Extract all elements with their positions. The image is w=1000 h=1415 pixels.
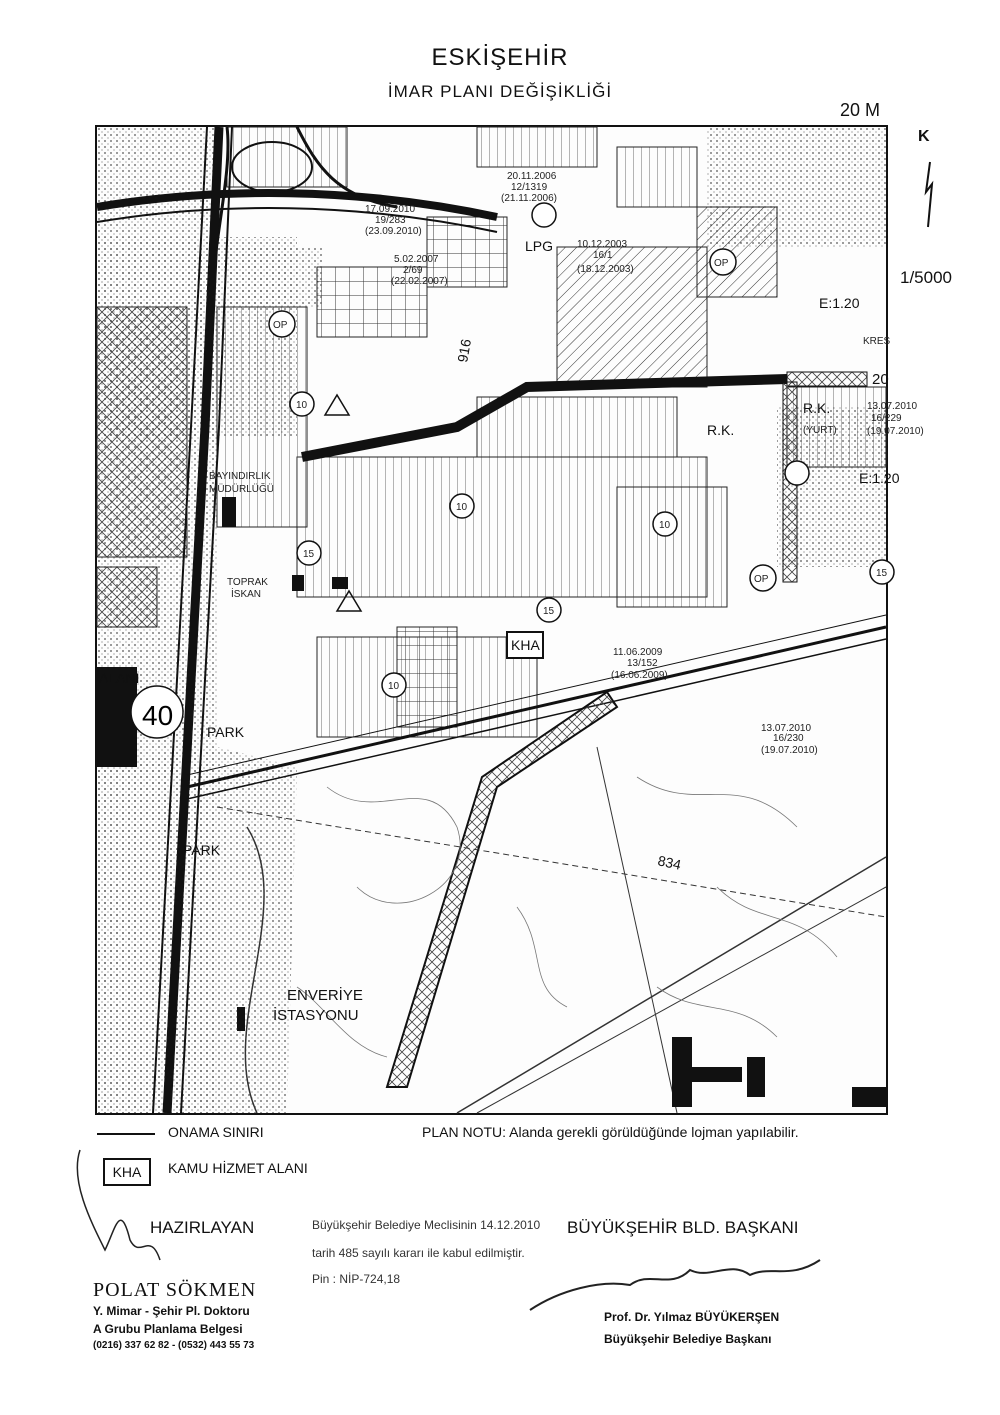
label-10-a: 10 [296, 400, 308, 411]
north-letter: K [918, 128, 930, 145]
label-park-2: PARK [183, 842, 221, 858]
plan-id: Pin : NİP-724,18 [312, 1272, 401, 1286]
label-op-2: OP [714, 258, 729, 269]
council-note: Büyükşehir Belediye Meclisinin 14.12.2010 [312, 1218, 541, 1232]
mayor-role: Büyükşehir Belediye Başkanı [604, 1332, 772, 1346]
label-15-b: 15 [543, 606, 555, 617]
label-10-d: 10 [388, 681, 400, 692]
label-916: 916 [454, 337, 475, 364]
label-op-1: OP [273, 320, 288, 331]
date-7: 5.02.2007 [394, 254, 439, 265]
label-rk-1: R.K. [803, 400, 831, 416]
label-op-3: OP [754, 574, 769, 585]
label-toprak-1: TOPRAK [227, 577, 268, 588]
north-arrow [912, 122, 952, 232]
date-18: (16.06.2009) [611, 670, 668, 681]
onama-line-symbol [97, 1133, 155, 1135]
preparer-name: POLAT SÖKMEN [93, 1279, 257, 1301]
preparer-phone: (0216) 337 62 82 - (0532) 443 55 73 [93, 1340, 255, 1351]
label-kha: KHA [511, 637, 540, 653]
label-bayindirlik-2: MÜDÜRLÜĞÜ [209, 484, 274, 495]
label-15-a: 15 [303, 549, 315, 560]
date-19: 13.07.2010 [761, 723, 812, 734]
label-kres: KREŞ [863, 336, 891, 347]
mayor-name: Prof. Dr. Yılmaz BÜYÜKERŞEN [604, 1310, 780, 1324]
preparer-signature-icon [60, 1140, 180, 1280]
label-834: 834 [656, 852, 683, 873]
label-20: 20 [872, 371, 889, 388]
date-5: 19/283 [375, 215, 406, 226]
date-20: 16/230 [773, 733, 804, 744]
preparer-heading: HAZIRLAYAN [150, 1218, 255, 1237]
label-alani: ALANI [99, 670, 140, 686]
map-subtitle: İMAR PLANI DEĞİŞİKLİĞİ [387, 82, 613, 101]
label-enveriye-2: İSTASYONU [273, 1007, 359, 1024]
label-bayindirlik-1: BAYINDIRLIK [209, 471, 271, 482]
date-13: 13.07.2010 [867, 401, 918, 412]
decision-date: tarih 485 sayılı kararı ile kabul edilmiştir. [312, 1246, 525, 1260]
legend-onama: ONAMA SINIRI [168, 1124, 264, 1140]
road-width-label: 20 M [840, 100, 881, 120]
preparer-role: Y. Mimar - Şehir Pl. Doktoru [93, 1304, 250, 1318]
label-15-c: 15 [876, 568, 888, 579]
legend-kha-box: KHA [103, 1158, 151, 1186]
preparer-certificate: A Grubu Planlama Belgesi [93, 1322, 243, 1336]
date-16: 11.06.2009 [613, 647, 663, 658]
date-10: 10.12.2003 [577, 239, 628, 250]
label-10-b: 10 [456, 502, 468, 513]
label-10-c: 10 [659, 520, 671, 531]
label-40: 40 [142, 700, 174, 731]
date-21: (19.07.2010) [761, 745, 818, 756]
plan-note: PLAN NOTU: Alanda gerekli görüldüğünde lojman yapılabilir. [422, 1124, 799, 1140]
date-8: 2/69 [403, 265, 423, 276]
label-park-1: PARK [207, 724, 245, 740]
road-20m-dashed [787, 372, 867, 386]
date-17: 13/152 [627, 658, 658, 669]
date-3: (21.11.2006) [501, 193, 557, 204]
date-1: 20.11.2006 [507, 171, 557, 182]
label-yurt: (YURT) [803, 425, 837, 436]
label-e-2: E:1.20 [859, 470, 900, 486]
date-6: (23.09.2010) [365, 226, 422, 237]
label-lpg: LPG [525, 238, 554, 254]
mayor-heading: BÜYÜKŞEHİR BLD. BAŞKANI [567, 1218, 799, 1237]
date-9: (22.02.2007) [391, 276, 448, 287]
date-4: 17.09.2010 [365, 204, 416, 215]
date-11: 16/1 [593, 250, 613, 261]
date-2: 12/1319 [511, 182, 548, 193]
legend-kamu: KAMU HİZMET ALANI [168, 1160, 308, 1176]
date-15: (19.07.2010) [867, 426, 924, 437]
label-e-1: E:1.20 [819, 295, 860, 311]
label-enveriye-1: ENVERİYE [287, 987, 363, 1004]
map-city-title: ESKİŞEHİR [431, 44, 569, 71]
label-toprak-2: İSKAN [231, 589, 262, 600]
date-14: 16/229 [871, 413, 902, 424]
date-12: (18.12.2003) [577, 264, 634, 275]
scale-label: 1/5000 [900, 268, 952, 287]
label-rk-2: R.K. [707, 422, 735, 438]
zoning-map [95, 125, 924, 1115]
